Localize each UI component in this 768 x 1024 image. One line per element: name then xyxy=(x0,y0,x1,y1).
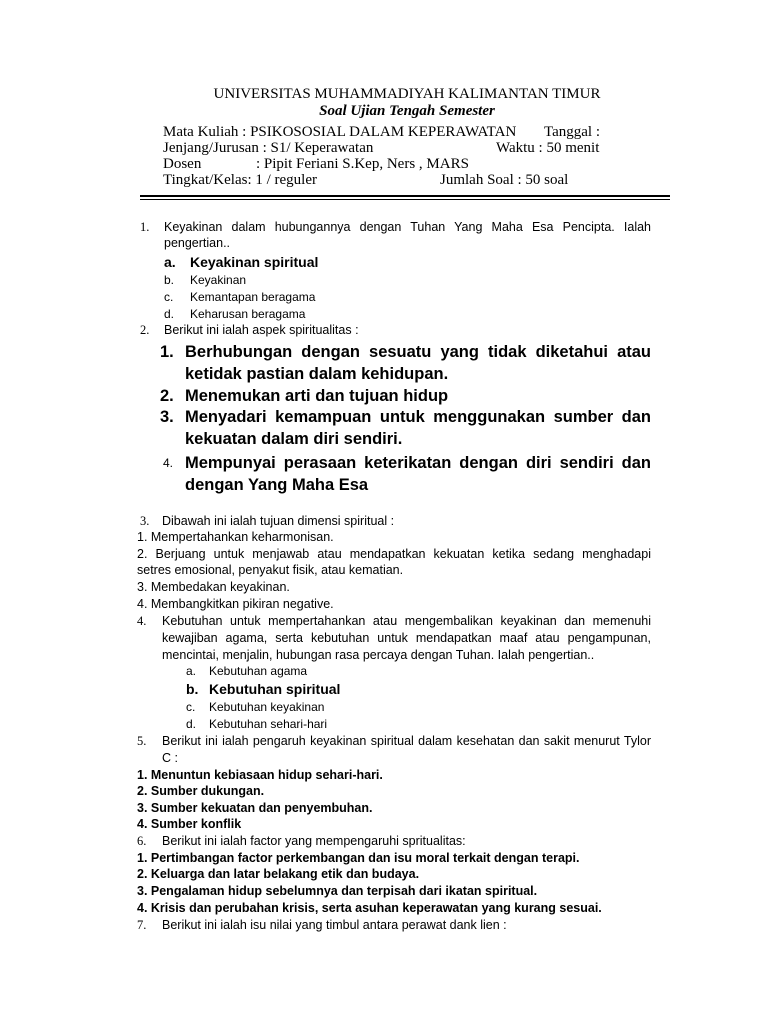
university-name: UNIVERSITAS MUHAMMADIYAH KALIMANTAN TIMUR xyxy=(213,86,601,102)
q2-item-1-line1: Berhubungan dengan sesuatu yang tidak diketahui atau xyxy=(185,343,651,361)
q4-option-c-text: Kebutuhan keyakinan xyxy=(209,700,325,714)
question-1-number: 1. xyxy=(140,220,150,234)
q2-item-3-number: 3. xyxy=(160,408,174,426)
q5-item-1: 1. Menuntun kebiasaan hidup sehari-hari. xyxy=(137,768,383,782)
q4-option-b-letter: b. xyxy=(186,681,199,697)
q3-item-2-cont: setres emosional, penyakut fisik, atau kematian. xyxy=(137,563,404,577)
question-1-text-line1: Keyakinan dalam hubungannya dengan Tuhan Yang Maha Esa Pencipta. Ialah xyxy=(164,220,651,234)
question-2-number: 2. xyxy=(140,323,150,337)
q4-option-d-letter: d. xyxy=(186,717,197,731)
lecturer-label: Dosen xyxy=(163,156,202,172)
q3-item-1: 1. Mempertahankan keharmonisan. xyxy=(137,530,334,544)
q1-option-c-letter: c. xyxy=(164,290,174,304)
question-2-text: Berikut ini ialah aspek spiritualitas : xyxy=(164,323,359,337)
q6-item-2: 2. Keluarga dan latar belakang etik dan budaya. xyxy=(137,867,420,881)
q4-option-a-text: Kebutuhan agama xyxy=(209,664,308,678)
q2-item-2-number: 2. xyxy=(160,387,174,405)
q1-option-b-letter: b. xyxy=(164,273,175,287)
q2-item-4-line2: dengan Yang Maha Esa xyxy=(185,476,369,494)
q1-option-b-text: Keyakinan xyxy=(190,273,247,287)
q4-option-a-letter: a. xyxy=(186,664,197,678)
question-5-line1: Berikut ini ialah pengaruh keyakinan spiritual dalam kesehatan dan sakit menurut Tylor xyxy=(162,734,651,748)
q3-item-2: 2. Berjuang untuk menjawab atau mendapatkan kekuatan ketika sedang menghadapi xyxy=(137,547,651,561)
question-5-number: 5. xyxy=(137,734,147,748)
time-field: Waktu : 50 menit xyxy=(496,140,600,156)
question-3-text: Dibawah ini ialah tujuan dimensi spiritual : xyxy=(162,514,395,528)
question-3-number: 3. xyxy=(140,514,150,528)
lecturer-value: : Pipit Feriani S.Kep, Ners , MARS xyxy=(256,156,469,172)
q2-item-2-line1: Menemukan arti dan tujuan hidup xyxy=(185,387,449,405)
q2-item-1-number: 1. xyxy=(160,343,174,361)
question-4-line3: mencintai, menjalin, hubungan rasa percaya dengan Tuhan. Ialah pengertian.. xyxy=(162,648,595,662)
q2-item-3-line1: Menyadari kemampuan untuk menggunakan sumber dan xyxy=(185,408,651,426)
header-rule-thick xyxy=(140,195,670,197)
q5-item-3: 3. Sumber kekuatan dan penyembuhan. xyxy=(137,801,373,815)
q2-item-4-number: 4. xyxy=(163,456,174,470)
program-field: Jenjang/Jurusan : S1/ Keperawatan xyxy=(163,140,374,156)
q2-item-1-line2: ketidak pastian dalam kehidupan. xyxy=(185,365,449,383)
question-1-text-line2: pengertian.. xyxy=(164,236,231,250)
q3-item-3: 3. Membedakan keyakinan. xyxy=(137,580,290,594)
q6-item-4: 4. Krisis dan perubahan krisis, serta asuhan keperawatan yang kurang sesuai. xyxy=(137,901,602,915)
header-rule-thin xyxy=(140,199,670,200)
q1-option-d-text: Keharusan beragama xyxy=(190,307,306,321)
question-count-field: Jumlah Soal : 50 soal xyxy=(440,172,569,188)
q4-option-d-text: Kebutuhan sehari-hari xyxy=(209,717,328,731)
q5-item-2: 2. Sumber dukungan. xyxy=(137,784,265,798)
q1-option-a-letter: a. xyxy=(164,254,176,270)
q3-item-4: 4. Membangkitkan pikiran negative. xyxy=(137,597,334,611)
q6-item-3: 3. Pengalaman hidup sebelumnya dan terpisah dari ikatan spiritual. xyxy=(137,884,538,898)
question-6-text: Berikut ini ialah factor yang mempengaruhi spritualitas: xyxy=(162,834,466,848)
class-field: Tingkat/Kelas: 1 / reguler xyxy=(163,172,318,188)
q6-item-1: 1. Pertimbangan factor perkembangan dan isu moral terkait dengan terapi. xyxy=(137,851,580,865)
q4-option-c-letter: c. xyxy=(186,700,196,714)
question-4-line2: kewajiban agama, serta kebutuhan untuk mendapatkan maaf atau pengampunan, xyxy=(162,631,651,645)
course-field: Mata Kuliah : PSIKOSOSIAL DALAM KEPERAWATAN xyxy=(163,124,517,140)
q1-option-d-letter: d. xyxy=(164,307,175,321)
q5-item-4: 4. Sumber konflik xyxy=(137,817,242,831)
question-6-number: 6. xyxy=(137,834,147,848)
q2-item-3-line2: kekuatan dalam diri sendiri. xyxy=(185,430,403,448)
q1-option-a-text: Keyakinan spiritual xyxy=(190,254,319,270)
q2-item-4-line1: Mempunyai perasaan keterikatan dengan diri sendiri dan xyxy=(185,454,651,472)
question-5-line2: C : xyxy=(162,751,178,765)
q4-option-b-text: Kebutuhan spiritual xyxy=(209,681,341,697)
exam-title: Soal Ujian Tengah Semester xyxy=(319,103,495,119)
question-7-number: 7. xyxy=(137,918,147,932)
question-4-number: 4. xyxy=(137,614,147,628)
q1-option-c-text: Kemantapan beragama xyxy=(190,290,316,304)
date-field: Tanggal : xyxy=(544,124,601,140)
question-7-text: Berikut ini ialah isu nilai yang timbul antara perawat dank lien : xyxy=(162,918,507,932)
question-4-line1: Kebutuhan untuk mempertahankan atau mengembalikan keyakinan dan memenuhi xyxy=(162,614,651,628)
